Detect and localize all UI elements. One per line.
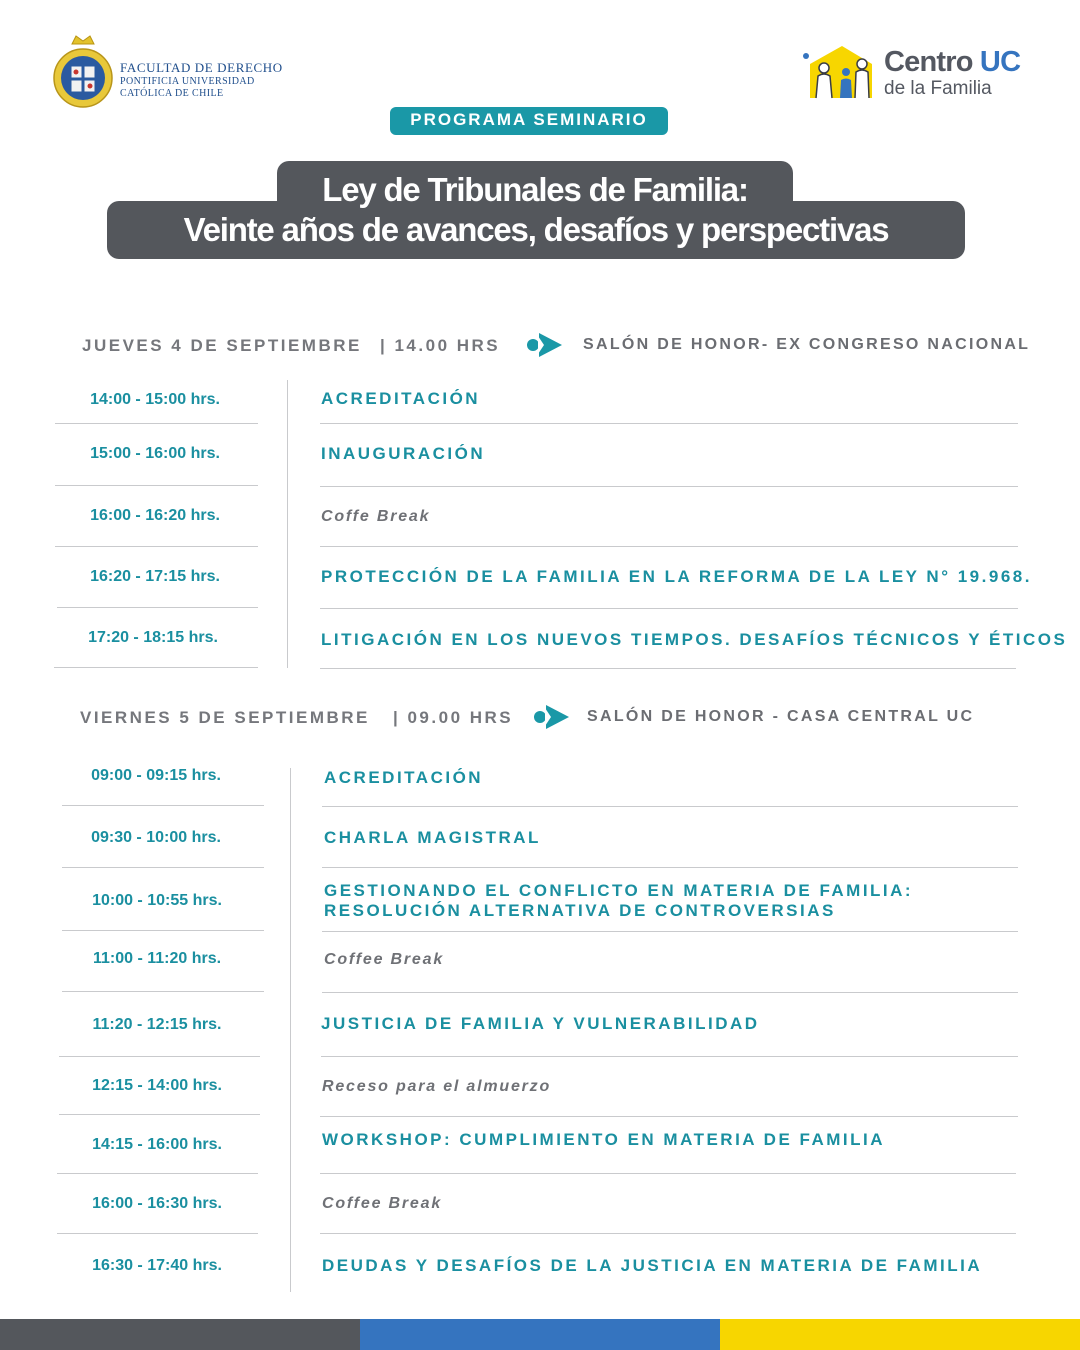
faculty-line2: PONTIFICIA UNIVERSIDAD xyxy=(120,76,255,87)
day2-item-4: Coffee Break xyxy=(324,951,445,968)
row-separator xyxy=(320,423,1018,424)
row-separator xyxy=(59,1114,260,1115)
row-separator xyxy=(55,485,258,486)
family-house-logo xyxy=(802,42,878,102)
day1-item-2: INAUGURACIÓN xyxy=(321,444,486,463)
row-separator xyxy=(320,608,1018,609)
day1-time-2: 15:00 - 16:00 hrs. xyxy=(90,445,220,462)
day1-item-3: Coffe Break xyxy=(321,508,431,525)
day2-time-9: 16:30 - 17:40 hrs. xyxy=(92,1257,222,1274)
row-separator xyxy=(322,867,1018,868)
day1-item-5: LITIGACIÓN EN LOS NUEVOS TIEMPOS. DESAFÍOS TÉCNICOS Y ÉTICOS xyxy=(321,630,1068,649)
day2-time-4: 11:00 - 11:20 hrs. xyxy=(92,950,222,967)
day1-item-1: ACREDITACIÓN xyxy=(321,389,481,408)
day2-item-2: CHARLA MAGISTRAL xyxy=(324,828,541,847)
row-separator xyxy=(320,1116,1018,1117)
day2-time-3: 10:00 - 10:55 hrs. xyxy=(92,892,222,909)
row-separator xyxy=(320,668,1016,669)
footer-bar-yellow xyxy=(720,1319,1080,1350)
day2-divider xyxy=(290,768,291,1292)
day2-item-3-line2: RESOLUCIÓN ALTERNATIVA DE CONTROVERSIAS xyxy=(324,901,836,920)
footer-bar-gray xyxy=(0,1319,360,1350)
day1-time: | 14.00 HRS xyxy=(380,336,501,355)
row-separator xyxy=(322,931,1018,932)
day2-time-5: 11:20 - 12:15 hrs. xyxy=(92,1016,222,1033)
footer-bar-blue xyxy=(360,1319,720,1350)
row-separator xyxy=(320,1173,1016,1174)
row-separator xyxy=(322,992,1018,993)
row-separator xyxy=(62,991,264,992)
day2-time: | 09.00 HRS xyxy=(393,708,514,727)
play-arrow-icon xyxy=(524,330,564,360)
day1-time-3: 16:00 - 16:20 hrs. xyxy=(90,507,220,524)
day1-date: JUEVES 4 DE SEPTIEMBRE xyxy=(82,336,362,355)
centro-title xyxy=(884,46,1020,78)
day2-time-1: 09:00 - 09:15 hrs. xyxy=(91,767,221,784)
day2-venue: SALÓN DE HONOR - CASA CENTRAL UC xyxy=(587,708,975,725)
row-separator xyxy=(55,423,258,424)
row-separator xyxy=(62,867,264,868)
day2-time-8: 16:00 - 16:30 hrs. xyxy=(92,1195,222,1212)
day2-item-3: GESTIONANDO EL CONFLICTO EN MATERIA DE FAMILIA: xyxy=(324,881,914,900)
row-separator xyxy=(62,805,264,806)
row-separator xyxy=(54,667,258,668)
row-separator xyxy=(57,1173,258,1174)
play-arrow-icon xyxy=(531,702,571,732)
day2-date: VIERNES 5 DE SEPTIEMBRE xyxy=(80,708,370,727)
day2-time-6: 12:15 - 14:00 hrs. xyxy=(92,1077,222,1094)
row-separator xyxy=(322,806,1018,807)
row-separator xyxy=(320,1233,1016,1234)
row-separator xyxy=(57,1233,258,1234)
day1-time-5: 17:20 - 18:15 hrs. xyxy=(88,629,218,646)
row-separator xyxy=(57,607,258,608)
day1-divider xyxy=(287,380,288,668)
program-badge: PROGRAMA SEMINARIO xyxy=(390,107,668,135)
row-separator xyxy=(321,1056,1018,1057)
centro-word: Centro xyxy=(884,46,973,78)
centro-subtitle: de la Familia xyxy=(884,78,992,99)
faculty-line3: CATÓLICA DE CHILE xyxy=(120,88,224,99)
day1-venue: SALÓN DE HONOR- EX CONGRESO NACIONAL xyxy=(583,336,1031,353)
row-separator xyxy=(55,546,258,547)
day1-time-1: 14:00 - 15:00 hrs. xyxy=(90,391,220,408)
row-separator xyxy=(62,930,264,931)
university-seal-logo xyxy=(52,32,114,112)
faculty-line1: FACULTAD DE DERECHO xyxy=(120,60,283,75)
day2-item-6: Receso para el almuerzo xyxy=(322,1078,552,1095)
day2-item-7: WORKSHOP: CUMPLIMIENTO EN MATERIA DE FAMILIA xyxy=(322,1130,886,1149)
centro-uc-logo-text xyxy=(884,46,1020,100)
day2-item-1: ACREDITACIÓN xyxy=(324,768,484,787)
faculty-name xyxy=(120,60,283,100)
day1-item-4: PROTECCIÓN DE LA FAMILIA EN LA REFORMA DE LA LEY N° 19.968. xyxy=(321,567,1032,586)
day2-item-8: Coffee Break xyxy=(322,1195,443,1212)
row-separator xyxy=(320,486,1018,487)
row-separator xyxy=(59,1056,260,1057)
day2-item-5: JUSTICIA DE FAMILIA Y VULNERABILIDAD xyxy=(321,1014,760,1033)
day1-time-4: 16:20 - 17:15 hrs. xyxy=(90,568,220,585)
title-line2: Veinte años de avances, desafíos y perspectivas xyxy=(183,211,889,248)
centro-uc: UC xyxy=(979,46,1021,78)
day2-time-2: 09:30 - 10:00 hrs. xyxy=(91,829,221,846)
day2-item-9: DEUDAS Y DESAFÍOS DE LA JUSTICIA EN MATERIA DE FAMILIA xyxy=(322,1256,983,1275)
day2-time-7: 14:15 - 16:00 hrs. xyxy=(92,1136,222,1153)
title-line1: Ley de Tribunales de Familia: xyxy=(322,171,748,208)
row-separator xyxy=(320,546,1018,547)
